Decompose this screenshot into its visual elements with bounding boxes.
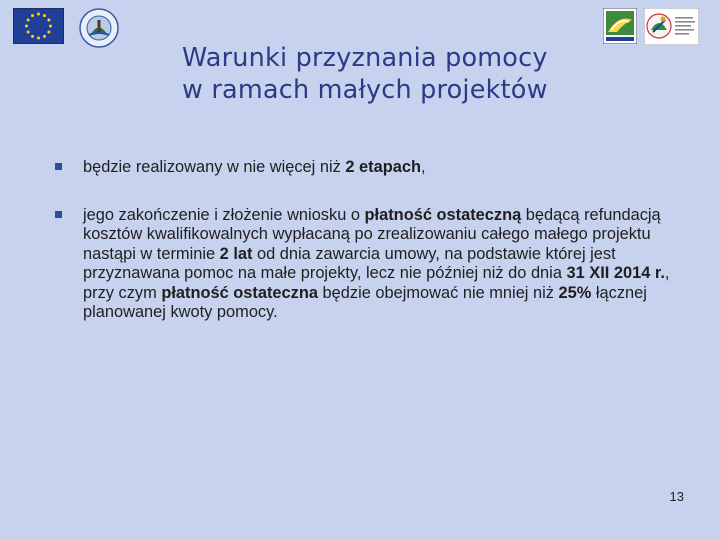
prow-logo-icon [644, 8, 699, 45]
bullet-list [55, 158, 695, 323]
lag-emblem-icon [79, 7, 119, 49]
bullet-item-final-payment: jego zakończenie i złożenie wniosku o płatność ostateczną będącą refundacją kosztów kwalifikowalnych wypłacaną po zrealizowaniu całego małego projektu nastąpi w terminie 2 lat od dnia zawarcia umowy, na podstawie której jest przyznawana pomoc na małe projekty, lecz nie później niż do dnia 31 XII 2014 r., przy czym płatność ostateczna będzie obejmować nie mniej niż 25% łącznej planowanej kwoty pomocy. [55, 206, 695, 323]
bullet-item-stages: będzie realizowany w nie więcej niż 2 etapach, [55, 158, 695, 178]
slide-title-line1: Warunki przyznania pomocy [182, 43, 548, 73]
page-number: 13 [669, 489, 684, 504]
leader-logo-icon [603, 8, 637, 44]
slide-title-line2: w ramach małych projektów [182, 75, 548, 105]
eu-flag-icon [13, 8, 64, 44]
slide-title [182, 42, 612, 106]
square-bullet-icon [55, 211, 62, 218]
square-bullet-icon [55, 163, 62, 170]
